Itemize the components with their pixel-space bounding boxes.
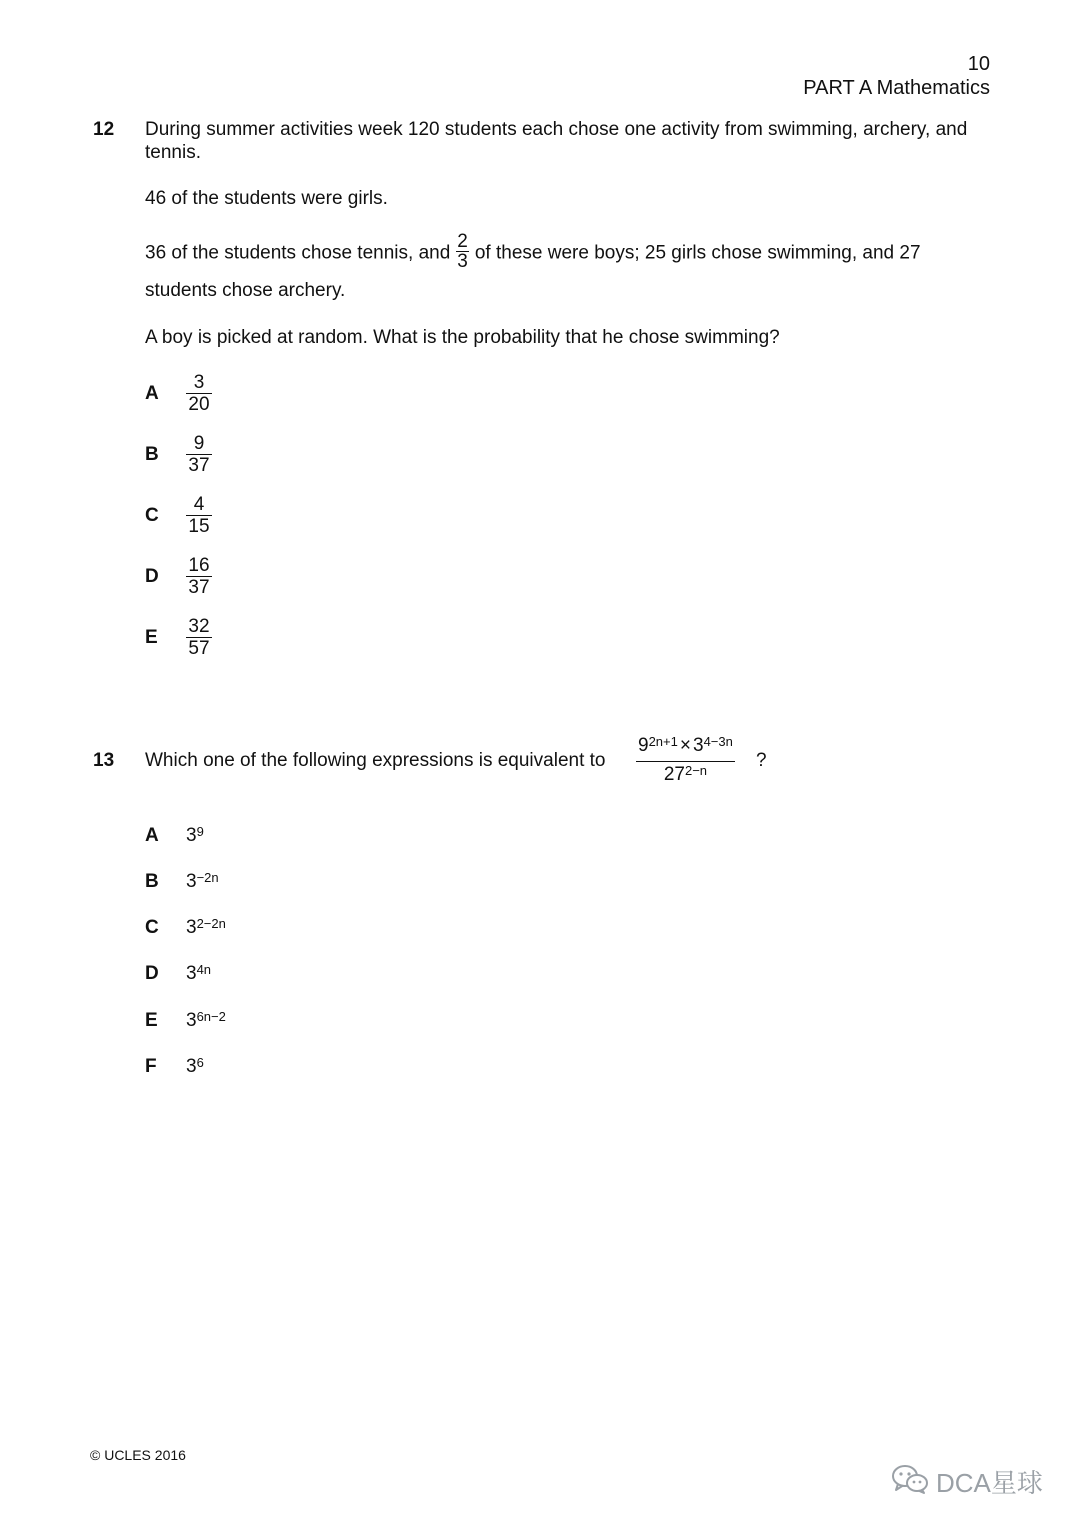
q13-option-c-expression: [186, 916, 226, 940]
option-denominator: 57: [188, 638, 210, 659]
copyright-footer: © UCLES 2016: [90, 1447, 186, 1463]
watermark-text: DCA星球: [936, 1468, 1043, 1498]
option-exponent: 4n: [196, 962, 212, 977]
numerator-exponent-one: 2n+1: [648, 734, 678, 749]
question-12-girls-statement: 46 of the students were girls.: [145, 188, 388, 209]
option-base: 3: [186, 1056, 197, 1077]
q12-option-d-letter[interactable]: D: [145, 566, 159, 587]
numerator-base-three: 3: [692, 735, 704, 756]
question-13-question-mark: ?: [756, 750, 767, 771]
q13-option-a-expression: [186, 824, 204, 848]
times-symbol: ×: [679, 735, 691, 756]
watermark: [890, 1463, 1043, 1503]
fraction-denominator: 3: [457, 251, 468, 272]
fraction-two-thirds: [456, 232, 469, 271]
option-numerator: 32: [186, 616, 212, 638]
q12-option-a-letter[interactable]: A: [145, 383, 159, 404]
q13-option-e-expression: [186, 1009, 226, 1033]
option-exponent: −2n: [196, 870, 219, 885]
question-12-number: 12: [93, 119, 115, 140]
option-denominator: 20: [188, 394, 210, 415]
q12-option-e-fraction: [186, 616, 212, 659]
option-exponent: 2−2n: [196, 916, 226, 931]
expression-numerator: [636, 734, 735, 762]
question-12-prompt: A boy is picked at random. What is the probability that he chose swimming?: [145, 327, 780, 348]
q13-option-f-expression: [186, 1055, 204, 1079]
option-denominator: 37: [188, 455, 210, 476]
page-number: 10: [967, 53, 990, 75]
question-13-expression: [636, 734, 735, 789]
option-numerator: 4: [186, 494, 212, 516]
q12-option-b-fraction: [186, 433, 212, 476]
q13-option-b-letter[interactable]: B: [145, 871, 159, 892]
option-base: 3: [186, 917, 197, 938]
option-base: 3: [186, 963, 197, 984]
wechat-icon: [890, 1463, 936, 1503]
q13-option-d-letter[interactable]: D: [145, 963, 159, 984]
q12-option-a-fraction: [186, 372, 212, 415]
q13-option-d-expression: [186, 962, 211, 986]
option-base: 3: [186, 1010, 197, 1031]
q12-option-e-letter[interactable]: E: [145, 627, 158, 648]
question-12-intro: During summer activities week 120 students each chose one activity from swimming, archery, and tennis.: [145, 119, 968, 163]
q13-option-e-letter[interactable]: E: [145, 1010, 158, 1031]
option-base: 3: [186, 825, 197, 846]
q13-option-c-letter[interactable]: C: [145, 917, 159, 938]
tennis-text-before: 36 of the students chose tennis, and: [145, 242, 451, 264]
q13-option-f-letter[interactable]: F: [145, 1056, 157, 1077]
q13-option-a-letter[interactable]: A: [145, 825, 159, 846]
numerator-base-nine: 9: [638, 735, 649, 756]
option-numerator: 3: [186, 372, 212, 394]
option-base: 3: [186, 871, 197, 892]
option-denominator: 37: [188, 577, 210, 598]
denominator-exponent: 2−n: [684, 763, 708, 778]
option-numerator: 9: [186, 433, 212, 455]
q12-option-b-letter[interactable]: B: [145, 444, 159, 465]
option-numerator: 16: [186, 555, 212, 577]
option-exponent: 6: [196, 1055, 204, 1070]
section-title: PART A Mathematics: [803, 77, 990, 99]
q12-option-c-letter[interactable]: C: [145, 505, 159, 526]
denominator-base: 27: [663, 764, 685, 785]
numerator-exponent-two: 4−3n: [703, 734, 733, 749]
fraction-numerator: 2: [457, 231, 468, 252]
q12-option-d-fraction: [186, 555, 212, 598]
question-13-number: 13: [93, 750, 115, 771]
question-12-tennis-statement: [145, 231, 990, 309]
question-13-prompt: Which one of the following expressions is equivalent to: [145, 750, 606, 771]
q13-option-b-expression: [186, 870, 219, 894]
tennis-text-after: of these were boys; 25 girls chose swimming, and 27 students chose archery.: [145, 242, 921, 301]
expression-denominator: [664, 762, 707, 789]
option-exponent: 6n−2: [196, 1009, 226, 1024]
option-denominator: 15: [188, 516, 210, 537]
option-exponent: 9: [196, 824, 204, 839]
q12-option-c-fraction: [186, 494, 212, 537]
